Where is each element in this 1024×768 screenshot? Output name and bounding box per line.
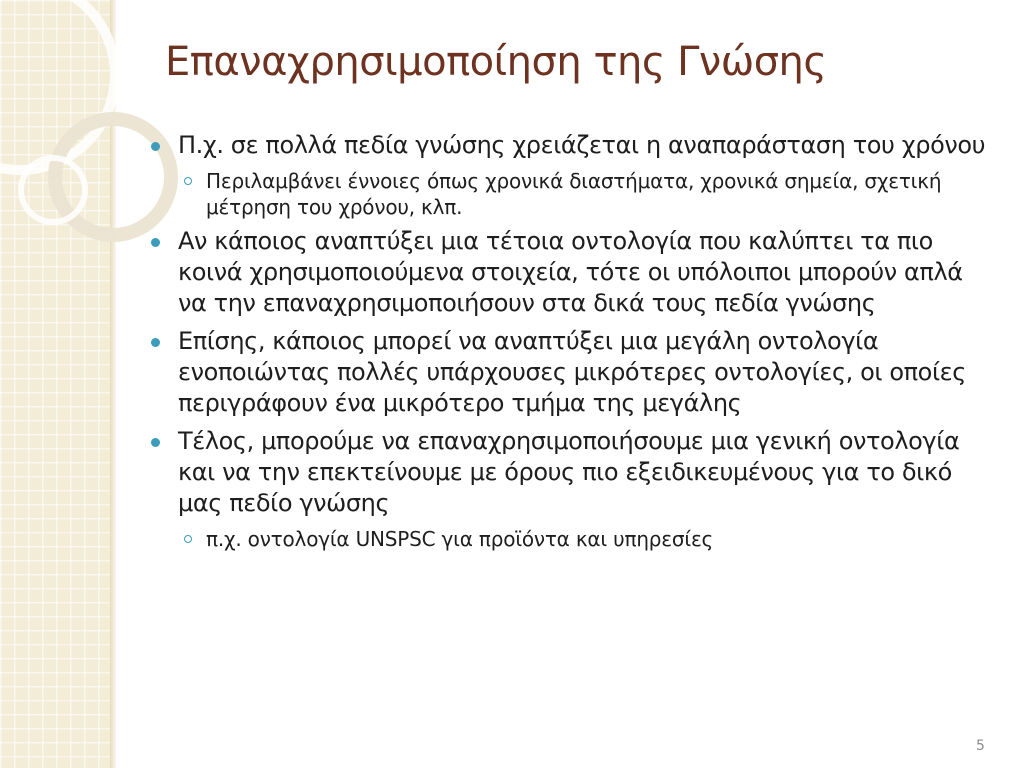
bullet-dot-icon (151, 238, 160, 247)
hollow-circle-icon (184, 177, 192, 185)
page-number: 5 (976, 738, 985, 754)
sub-bullet-item (144, 526, 994, 552)
bullet-item (144, 326, 994, 419)
bullet-text: Τέλος, μπορούμε να επαναχρησιμοποιήσουμε μια γενική οντολογία και να την επεκτείνουμε με όρους πιο εξειδικευμένους για το δικό μας πεδίο γνώσης (178, 427, 960, 517)
bullet-text: Επίσης, κάποιος μπορεί να αναπτύξει μια μεγάλη οντολογία ενοποιώντας πολλές υπάρχουσες μικρότερες οντολογίες, οι οποίες περιγράφουν ένα μικρότερο τμήμα της μεγάλης (178, 327, 966, 417)
slide-content (144, 130, 994, 558)
slide-title: Επαναχρησιμοποίηση της Γνώσης (165, 39, 827, 85)
sub-bullet-text: Περιλαμβάνει έννοιες όπως χρονικά διαστήματα, χρονικά σημεία, σχετική μέτρηση του χρόνου, κλπ. (206, 169, 942, 219)
bullet-dot-icon (151, 338, 160, 347)
bullet-item (144, 226, 994, 319)
bullet-text: Αν κάποιος αναπτύξει μια τέτοια οντολογία που καλύπτει τα πιο κοινά χρησιμοποιούμενα στοιχεία, τότε οι υπόλοιποι μπορούν απλά να την επαναχρησιμοποιήσουν στα δικά τους πεδία γνώσης (178, 227, 963, 317)
hollow-circle-icon (184, 535, 192, 543)
bullet-item (144, 130, 994, 161)
sub-bullet-text: π.χ. οντολογία UNSPSC για προϊόντα και υπηρεσίες (206, 527, 714, 551)
bullet-dot-icon (151, 438, 160, 447)
sub-bullet-item (144, 168, 994, 220)
decorative-circle-small (18, 155, 88, 225)
bullet-dot-icon (151, 142, 160, 151)
bullet-item (144, 426, 994, 519)
bullet-text: Π.χ. σε πολλά πεδία γνώσης χρειάζεται η αναπαράσταση του χρόνου (178, 131, 986, 159)
